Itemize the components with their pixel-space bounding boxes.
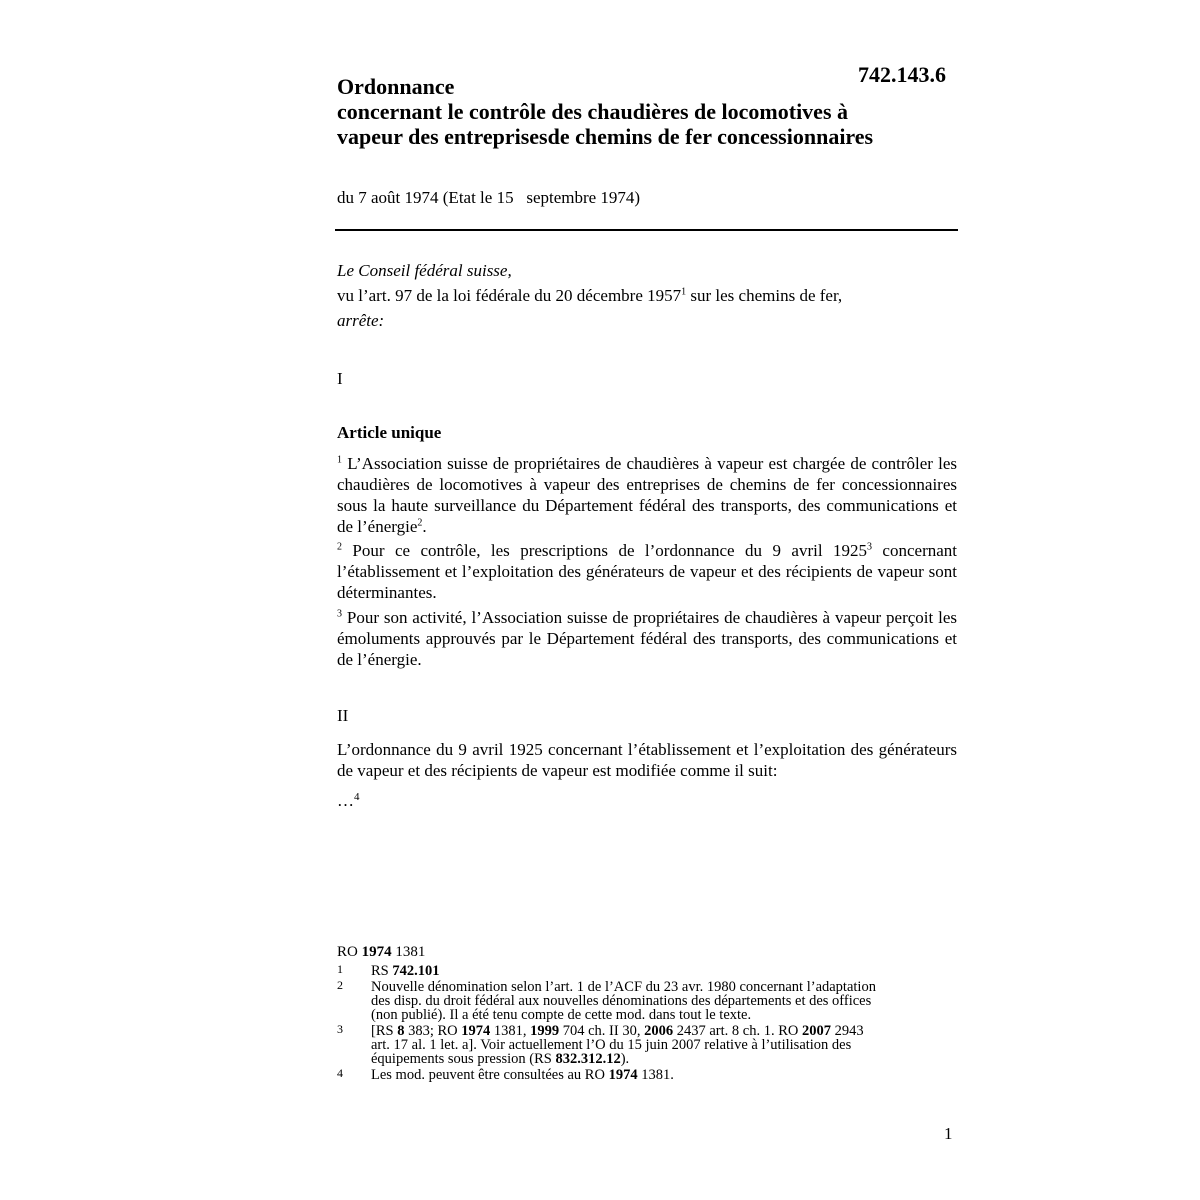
footnote-ref-4[interactable]: 4 — [354, 791, 360, 803]
ordinance-title — [337, 74, 977, 149]
footnote-ref-3[interactable]: 3 — [867, 541, 872, 553]
sr-number: 742.143.6 — [858, 62, 946, 87]
preamble-authority: Le Conseil fédéral suisse, — [337, 261, 512, 280]
section-heading-ii: II — [337, 706, 349, 725]
footnote-4: 4 Les mod. peuvent être consultées au RO 1974 1381. — [337, 1066, 674, 1083]
section-ii-text: L’ordonnance du 9 avril 1925 concernant l’établissement et l’exploitation des générateurs de vapeur et des récipients de vapeur est modifiée comme il suit: — [337, 740, 957, 780]
footnote-3: 3 [RS 8 383; RO 1974 1381, 1999 704 ch. II 30, 2006 2437 art. 8 ch. 1. RO 2007 2943 art. 17 al. 1 let. a]. Voir actuellement l’O du 15 juin 2007 relative à l’utilisation des équipements sous pression (RS 832.312.12). — [337, 1022, 864, 1067]
article-paragraph-2: $^2$ Pour ce contrôle, les prescriptions de l’ordonnance du 9 avril 1925$^3$ concernant l’établissement et l’exploitation des générateurs de vapeur et des récipients de vapeur sont déterminantes. — [337, 541, 957, 602]
footnote-ref-2[interactable]: 2 — [417, 517, 423, 529]
footnote-1: 1 RS 742.101 — [337, 962, 440, 979]
article-paragraph-3: $^3$ Pour son activité, l’Association suisse de propriétaires de chaudières à vapeur perçoit les émoluments approuvés par le Département fédéral des transports, des communications et de l’énergie. — [337, 608, 957, 669]
title-line-1: Ordonnance — [337, 74, 455, 99]
paragraph-number: 2 — [337, 541, 342, 553]
footnote-ref-1[interactable]: 1 — [681, 286, 687, 298]
title-divider — [335, 229, 958, 231]
preamble-enacts: arrête: — [337, 311, 385, 330]
paragraph-number: 3 — [337, 608, 342, 620]
footnote-2: 2 Nouvelle dénomination selon l’art. 1 de l’ACF du 23 avr. 1980 concernant l’adaptation des disp. du droit fédéral aux nouvelles dénominations des départements et des offices (non publié). Il a été tenu compte de cette mod. dans tout le texte. — [337, 978, 876, 1023]
title-line-2: concernant le contrôle des chaudières de locomotives à — [337, 99, 849, 124]
footnotes — [337, 945, 937, 1084]
preamble-basis: vu l’art. 97 de la loi fédérale du 20 décembre 1957$^1$ sur les chemins de fer, — [337, 286, 843, 305]
paragraph-number: 1 — [337, 454, 342, 466]
section-heading-i: I — [337, 369, 343, 388]
omitted-text: …$^4$ — [337, 791, 360, 810]
page-number: 1 — [944, 1124, 953, 1143]
title-line-3: vapeur des entreprisesde chemins de fer concessionnaires — [337, 124, 874, 149]
article-paragraph-1: $^1$ L’Association suisse de propriétaires de chaudières à vapeur est chargée de contrôler les chaudières de locomotives à vapeur des entreprises de chemins de fer concessionnaires sous la haute surveillance du Département fédéral des transports, des communications et de l’énergie$^2$. — [337, 454, 957, 536]
ro-reference: RO 1974 1381 — [337, 944, 426, 960]
preamble — [337, 260, 958, 335]
date-line: du 7 août 1974 (Etat le 15 septembre 1974) — [337, 188, 641, 207]
article-title: Article unique — [337, 423, 442, 442]
